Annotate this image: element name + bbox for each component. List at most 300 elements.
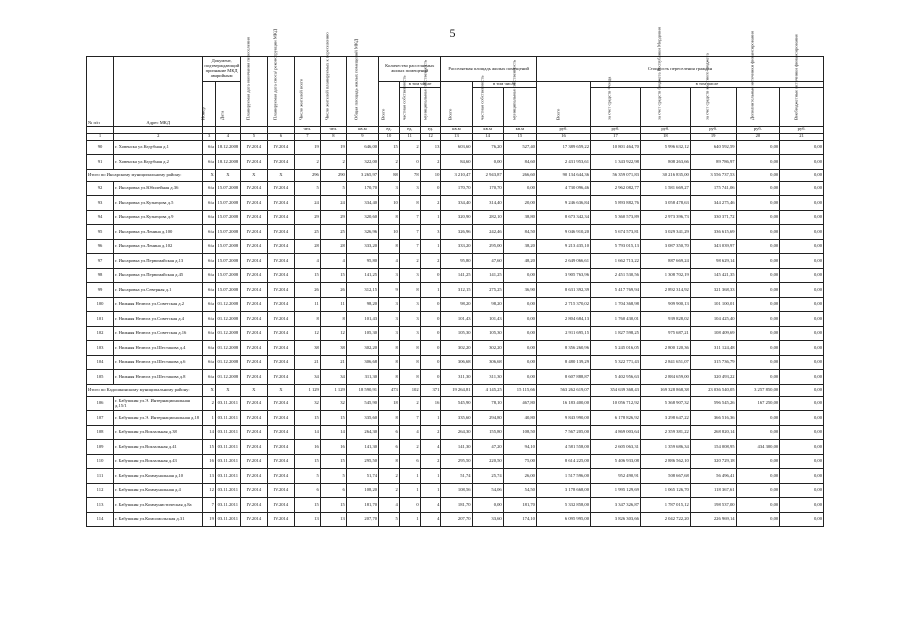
cell-a3: 174,10 [503,512,536,527]
cell-d1: IV.2014 [240,425,267,440]
cell-p2: 12 [320,326,346,341]
unit-cell [267,126,294,133]
cell-p2: 14 [320,425,346,440]
cell-c4: 268 820,14 [690,425,736,440]
cell-d2: IV.2014 [267,469,294,484]
cell-d2: IV.2014 [267,268,294,283]
cell-c6: 0,00 [780,225,824,240]
address-cell: г. Ховенска ул.Кедубная д.2 [114,155,203,170]
cell-c2: 6 178 826,92 [591,411,641,426]
cell-r2: 4 [399,425,420,440]
cell-r1: 3 [379,312,400,327]
cell-r3: 1 [420,210,441,225]
cell-c2: 2 962 082,77 [591,181,641,196]
table-row [87,155,824,170]
cell-c2: 56 359 071,83 [591,169,641,181]
cell-area: 295,50 [346,454,378,469]
doc-number-cell: 1 [203,411,215,426]
cell-d1: IV.2014 [240,326,267,341]
cell-d1: IV.2014 [240,411,267,426]
cell-c1: 3 905 763,96 [536,268,590,283]
cell-r2: 3 [399,297,420,312]
cell-c6: 0,00 [780,425,824,440]
cell-c5: 0,00 [736,512,780,527]
cell-p1: 15 [294,411,320,426]
row-number: 102 [87,326,114,341]
cell-c3: 2 886 562,10 [640,454,690,469]
row-number: 95 [87,225,114,240]
cell-p1: 24 [294,196,320,211]
cell-d1: IV.2014 [240,210,267,225]
cell-p2: 5 [320,181,346,196]
cell-r2: 8 [399,341,420,356]
cell-r2: 8 [399,370,420,385]
cell-d2: X [267,169,294,181]
cell-c1: 8 631 392,39 [536,283,590,298]
address-cell: г. Инсаровка ул.Ленина д.102 [114,239,203,254]
cell-c1: 2 431 953,61 [536,155,590,170]
address-cell: г. Инсаровка ул.Северная д.1 [114,283,203,298]
cell-r1: 8 [379,239,400,254]
cell-r3: 2 [420,155,441,170]
cell-c4: 344 275,46 [690,196,736,211]
unit-cell [215,126,240,133]
total-row [87,384,824,396]
table-row [87,210,824,225]
col-header-planned-demolition: Планируемая дата сноса/ реконструкции МКД [267,57,294,127]
cell-d1: IV.2014 [240,268,267,283]
cell-a3: 0,00 [503,341,536,356]
cell-p1: 4 [294,254,320,269]
cell-c3: 2 884 659,00 [640,370,690,385]
row-number: 101 [87,312,114,327]
total-label: Итого по Кадошкинскому муниципальному району: [87,384,203,396]
unit-cell: кв.м [503,126,536,133]
doc-number-cell: б/н [203,239,215,254]
cell-a3: 75,00 [503,454,536,469]
cell-d2: IV.2014 [267,254,294,269]
cell-c4: 154 008,95 [690,440,736,455]
cell-c4: 104 425,40 [690,312,736,327]
cell-p2: 16 [320,440,346,455]
cell-p2: 24 [320,196,346,211]
cell-c5: 0,00 [736,483,780,498]
table-row [87,440,824,455]
cell-p2: 15 [320,454,346,469]
cell-a3: 0,00 [503,312,536,327]
cell-c1: 8 480 139,29 [536,355,590,370]
cell-c3: 909 900,13 [640,297,690,312]
table-row [87,411,824,426]
table-row [87,355,824,370]
cell-r1: 8 [379,341,400,356]
col-header-total-area: Общая площадь жилых помещений МКД [346,57,378,127]
cell-c6: 0,00 [780,454,824,469]
unit-cell: руб. [736,126,780,133]
cell-a1: 264,30 [441,425,472,440]
cell-r2: 0 [399,155,420,170]
cell-area: 306,68 [346,355,378,370]
cell-area: 334,40 [346,196,378,211]
cell-a3: 48,20 [503,254,536,269]
cell-c1: 90 134 644,36 [536,169,590,181]
cell-d2: IV.2014 [267,512,294,527]
cell-p2: 28 [320,239,346,254]
col-header-no: № п/п [87,57,114,127]
cell-r1: 6 [379,440,400,455]
cell-p1: 32 [294,396,320,411]
cell-a2: 295,00 [472,239,503,254]
cell-p1: 38 [294,341,320,356]
doc-date-cell: 15.07.2008 [215,181,240,196]
cell-area: 646,00 [346,140,378,155]
cell-c4: 315 736,79 [690,355,736,370]
address-cell: г. Нижняя Нелюга ул.Советская д.16 [114,326,203,341]
cell-r2: 1 [399,483,420,498]
cell-c4: 145 421,35 [690,268,736,283]
cell-r1: 3 [379,326,400,341]
cell-r2: 2 [399,396,420,411]
doc-number-cell: б/н [203,225,215,240]
cell-r3: 1 [420,411,441,426]
address-cell: г. Инсаровка ул.Кузнецова д.9 [114,210,203,225]
unit-cell: руб. [780,126,824,133]
column-number-cell: 6 [267,133,294,140]
doc-number-cell: 13 [203,469,215,484]
column-number-cell: 16 [536,133,590,140]
row-number: 96 [87,239,114,254]
cell-p1: 15 [294,498,320,513]
cell-c3: 3 298 647,22 [640,411,690,426]
doc-date-cell: 01.12.2008 [215,326,240,341]
cell-c3: 2 973 396,73 [640,210,690,225]
cell-c3: 5 368 907,32 [640,396,690,411]
table-row [87,239,824,254]
cell-c3: 808 263,66 [640,155,690,170]
cell-area: 312,15 [346,283,378,298]
cell-c5: 167 250,00 [736,396,780,411]
cell-c2: 5 793 015,13 [591,239,641,254]
cell-r2: 8 [399,283,420,298]
cell-a2: 98,20 [472,297,503,312]
cell-c5: 0,00 [736,341,780,356]
doc-date-cell: 03.11.2011 [215,396,240,411]
cell-a3: 0,00 [503,297,536,312]
column-number-cell: 3 [203,133,215,140]
cell-area: 264,30 [346,425,378,440]
table-body [87,140,824,527]
cell-c5: 0,00 [736,355,780,370]
cell-a3: 0,00 [503,268,536,283]
cell-c4: 101 100,01 [690,297,736,312]
cell-a3: 0,00 [503,326,536,341]
col-header-area-sub: в том числе [472,82,536,88]
cell-d2: IV.2014 [267,239,294,254]
cell-c1: 8 614 225,00 [536,454,590,469]
cell-area: 51,74 [346,469,378,484]
cell-p1: 34 [294,370,320,385]
cell-d1: IV.2014 [240,181,267,196]
cell-c1: 563 262 619,07 [536,384,590,396]
cell-p2: 290 [320,169,346,181]
cell-a3: 108,50 [503,425,536,440]
cell-a3: 38,20 [503,239,536,254]
cell-r2: 7 [399,411,420,426]
col-header-area-private: частная собственность [472,87,503,126]
cell-c5: 0,00 [736,312,780,327]
cell-area: 95,80 [346,254,378,269]
cell-a2: 47,60 [472,254,503,269]
cell-c2: 5 406 933,08 [591,454,641,469]
unit-cell: ед. [420,126,441,133]
cell-r2: 6 [399,454,420,469]
col-header-cost-local: за счет средств местного бюджета [690,87,736,126]
cell-c3: 887 669,24 [640,254,690,269]
column-number-cell: 17 [591,133,641,140]
total-row [87,169,824,181]
cell-a1: 181,70 [441,498,472,513]
cell-a2: 311,30 [472,370,503,385]
table-row [87,326,824,341]
cell-c3: 30 216 835,00 [640,169,690,181]
column-number-cell: 7 [294,133,320,140]
cell-c2: 3 347 326,87 [591,498,641,513]
cell-c1: 7 567 205,00 [536,425,590,440]
cell-c3: 2 042 722,20 [640,512,690,527]
cell-r3: 0 [420,370,441,385]
cell-c6: 0,00 [780,355,824,370]
cell-c4: 640 592,59 [690,140,736,155]
cell-d1: IV.2014 [240,196,267,211]
address-cell: г. Бабушкин ул.Вокзальная д.38 [114,425,203,440]
cell-r1: 8 [379,370,400,385]
address-cell: г. Нижняя Нелюга ул.Советская д.4 [114,312,203,327]
doc-number-cell: б/н [203,283,215,298]
cell-a2: 170,70 [472,181,503,196]
address-cell: г. Инсаровка ул.Кузнецова д.5 [114,196,203,211]
cell-a3: 0,00 [503,181,536,196]
cell-c5: 0,00 [736,425,780,440]
cell-r3: 1 [420,239,441,254]
cell-d1: IV.2014 [240,512,267,527]
cell-p1: 16 [294,440,320,455]
cell-p2: 29 [320,210,346,225]
cell-a2: 33,60 [472,512,503,527]
cell-r1: 2 [379,469,400,484]
table-row [87,225,824,240]
doc-number-cell: 16 [203,454,215,469]
cell-a1: 306,68 [441,355,472,370]
cell-a1: 335,60 [441,411,472,426]
cell-a3: 266,60 [503,169,536,181]
cell-area: 101,43 [346,312,378,327]
cell-r3: 4 [420,512,441,527]
cell-r1: 2 [379,155,400,170]
cell-p2: 2 [320,155,346,170]
doc-number-cell: б/н [203,326,215,341]
cell-c2: 2 605 063,31 [591,440,641,455]
doc-date-cell: 15.07.2008 [215,210,240,225]
cell-d1: IV.2014 [240,155,267,170]
cell-c1: 9 246 636,84 [536,196,590,211]
cell-d1: IV.2014 [240,483,267,498]
cell-d2: IV.2014 [267,454,294,469]
cell-a3: 84,60 [503,155,536,170]
doc-number-cell: б/н [203,155,215,170]
cell-r1: 8 [379,210,400,225]
cell-p1: 15 [294,268,320,283]
doc-number-cell: 2 [203,396,215,411]
cell-p2: 21 [320,355,346,370]
doc-date-cell: 03.11.2011 [215,483,240,498]
cell-c1: 6 095 995,00 [536,512,590,527]
col-header-cost-group: Стоимость переселения граждан [536,57,823,82]
cell-d1: IV.2014 [240,140,267,155]
row-number: 110 [87,454,114,469]
unit-cell: чел. [320,126,346,133]
cell-p1: 12 [294,326,320,341]
cell-a2: 141,25 [472,268,503,283]
cell-a2: 294,80 [472,411,503,426]
row-number: 94 [87,210,114,225]
cell-c2: 1 662 713,22 [591,254,641,269]
row-number: 105 [87,370,114,385]
cell-c6: 0,00 [780,312,824,327]
cell-c6: 0,00 [780,440,824,455]
cell-c1: 5 332 858,00 [536,498,590,513]
cell-r3: 1 [420,283,441,298]
cell-c4: 311 124,48 [690,341,736,356]
col-header-area-municipal: муниципальная собственность [503,87,536,126]
cell-p2: 8 [320,312,346,327]
doc-date-cell: 03.11.2011 [215,411,240,426]
column-number-cell: 18 [640,133,690,140]
cell-r1: 3 [379,297,400,312]
cell-r1: 15 [379,140,400,155]
cell-p2: 32 [320,396,346,411]
cell-d1: IV.2014 [240,225,267,240]
cell-a3: 84,50 [503,225,536,240]
cell-c2: 5 322 771,43 [591,355,641,370]
cell-c4: 320 729,18 [690,454,736,469]
cell-a2: 101,43 [472,312,503,327]
table-row [87,297,824,312]
cell-r2: 102 [399,384,420,396]
cell-a1: 84,60 [441,155,472,170]
doc-date-cell: 15.07.2008 [215,254,240,269]
cell-a1: 51,74 [441,469,472,484]
cell-c3: 169 328 868,38 [640,384,690,396]
cell-area: 105,30 [346,326,378,341]
col-header-planned-relocation: Планируемая дата окончания переселения [240,57,267,127]
cell-r1: 8 [379,355,400,370]
cell-area: 181,70 [346,498,378,513]
row-number: 109 [87,440,114,455]
cell-c1: 1 517 596,00 [536,469,590,484]
cell-p2: 4 [320,254,346,269]
doc-number-cell: б/н [203,355,215,370]
cell-c3: 1 581 669,27 [640,181,690,196]
cell-p1: 296 [294,169,320,181]
cell-d2: IV.2014 [267,181,294,196]
cell-area: 322,00 [346,155,378,170]
column-number-cell: 9 [346,133,378,140]
cell-a2: 275,25 [472,283,503,298]
cell-r3: 0 [420,297,441,312]
cell-c5: 0,00 [736,370,780,385]
table-row [87,425,824,440]
cell-d1: IV.2014 [240,254,267,269]
cell-a1: 312,15 [441,283,472,298]
cell-c1: 2 911 695,15 [536,326,590,341]
cell-a2: 314,40 [472,196,503,211]
cell-d2: IV.2014 [267,440,294,455]
cell-c6: 0,00 [780,384,824,396]
cell-c3: 2 841 651,07 [640,355,690,370]
cell-a1: 326,96 [441,225,472,240]
cell-area: 320,60 [346,210,378,225]
row-number: 92 [87,181,114,196]
cell-r3: 2 [420,254,441,269]
cell-d2: IV.2014 [267,425,294,440]
cell-c2: 1 343 922,98 [591,155,641,170]
cell-d1: IV.2014 [240,312,267,327]
cell-c6: 0,00 [780,239,824,254]
cell-r2: 3 [399,181,420,196]
cell-c1: 2 804 684,13 [536,312,590,327]
cell-c3: 2 359 381,22 [640,425,690,440]
cell-a1: 302,20 [441,341,472,356]
cell-a1: 141,25 [441,268,472,283]
cell-c2: 5 417 769,94 [591,283,641,298]
cell-r1: 3 [379,268,400,283]
cell-a1: 98,20 [441,297,472,312]
cell-r1: 10 [379,196,400,211]
col-header-area-group: Расселяемая площадь жилых помещений [441,57,537,82]
col-header-cost-region: за счет средств бюджета Республики Мордовия [640,87,690,126]
cell-c2: 5 360 573,89 [591,210,641,225]
doc-number-cell: б/н [203,254,215,269]
table-row [87,454,824,469]
cell-a2: 306,68 [472,355,503,370]
cell-c5: 0,00 [736,225,780,240]
cell-c4: 175 741,06 [690,181,736,196]
cell-area: 141,25 [346,268,378,283]
cell-r1: 6 [379,425,400,440]
cell-p1: 15 [294,454,320,469]
cell-c6: 0,00 [780,341,824,356]
cell-r2: 7 [399,239,420,254]
unit-cell [203,126,215,133]
cell-c4: 56 496,41 [690,469,736,484]
cell-a1: 545,90 [441,396,472,411]
cell-p1: 21 [294,355,320,370]
table-row [87,396,824,411]
table-row [87,370,824,385]
cell-d2: IV.2014 [267,341,294,356]
cell-r1: 4 [379,498,400,513]
cell-r2: 3 [399,268,420,283]
table-row [87,312,824,327]
cell-c5: 0,00 [736,210,780,225]
doc-number-cell: X [203,384,215,396]
cell-p2: 15 [320,268,346,283]
column-number-cell: 13 [441,133,472,140]
cell-c2: 5 893 882,76 [591,196,641,211]
cell-c2: 1 827 598,25 [591,326,641,341]
table-row [87,512,824,527]
cell-a1: 603,60 [441,140,472,155]
